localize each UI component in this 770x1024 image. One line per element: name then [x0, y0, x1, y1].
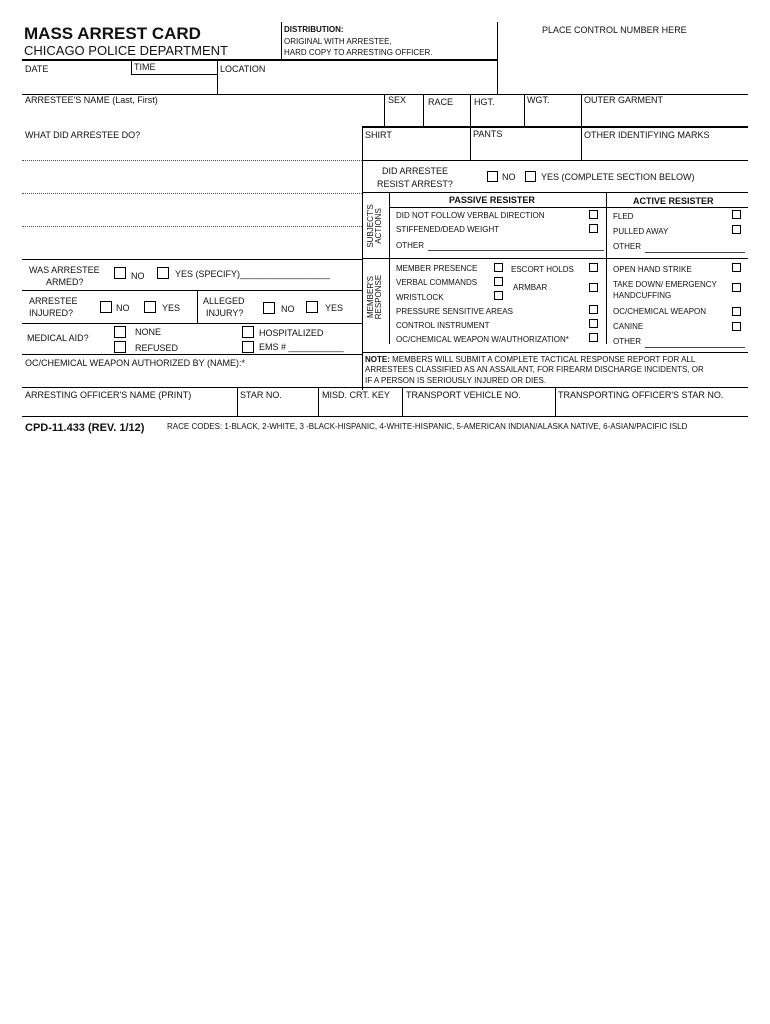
outer-garment-field[interactable]: OUTER GARMENT	[584, 95, 664, 105]
alleged-yes-label: YES	[325, 303, 344, 313]
shirt-field[interactable]: SHIRT	[365, 130, 392, 140]
department-name: CHICAGO POLICE DEPARTMENT	[24, 43, 228, 58]
location-field[interactable]: LOCATION	[220, 64, 266, 74]
transport-vehicle-field[interactable]: TRANSPORT VEHICLE NO.	[406, 390, 521, 400]
armed-question-line2: ARMED?	[46, 277, 84, 287]
alleged-yes-checkbox[interactable]	[306, 301, 318, 313]
date-field[interactable]: DATE	[25, 64, 49, 74]
height-field[interactable]: HGT.	[474, 97, 495, 107]
resist-question-line1: DID ARRESTEE	[382, 166, 449, 176]
canine-checkbox[interactable]	[732, 322, 741, 331]
fled-checkbox[interactable]	[732, 210, 741, 219]
verbal-commands-checkbox[interactable]	[494, 277, 503, 286]
medical-none-label: NONE	[135, 327, 162, 337]
armed-no-checkbox[interactable]	[114, 267, 126, 279]
alleged-no-label: NO	[281, 304, 295, 314]
injured-yes-label: YES	[162, 303, 181, 313]
pants-field[interactable]: PANTS	[473, 129, 503, 139]
subjects-actions-label: SUBJECT'S ACTIONS	[366, 204, 384, 248]
escort-holds-label: ESCORT HOLDS	[511, 265, 574, 274]
sex-field[interactable]: SEX	[388, 95, 407, 105]
race-field[interactable]: RACE	[428, 97, 454, 107]
control-instrument-label: CONTROL INSTRUMENT	[396, 321, 490, 330]
injured-question-line2: INJURED?	[29, 308, 74, 318]
member-presence-checkbox[interactable]	[494, 263, 503, 272]
weight-field[interactable]: WGT.	[527, 95, 550, 105]
members-response-label: MEMBER'S RESPONSE	[366, 274, 384, 320]
oc-authorized-by-field[interactable]: OC/CHEMICAL WEAPON AUTHORIZED BY (NAME):*	[25, 358, 246, 368]
control-number-label: PLACE CONTROL NUMBER HERE	[542, 25, 687, 35]
form-title: MASS ARREST CARD	[24, 24, 201, 43]
control-instrument-checkbox[interactable]	[589, 319, 598, 328]
open-hand-strike-label: OPEN HAND STRIKE	[613, 265, 692, 274]
note-line3: IF A PERSON IS SERIOUSLY INJURED OR DIES.	[365, 376, 547, 385]
wristlock-label: WRISTLOCK	[396, 293, 444, 302]
note-line1: NOTE: MEMBERS WILL SUBMIT A COMPLETE TACTICAL RESPONSE REPORT FOR ALL	[365, 355, 696, 364]
time-field[interactable]: TIME	[134, 62, 156, 72]
transporting-officer-star-field[interactable]: TRANSPORTING OFFICER'S STAR NO.	[558, 390, 724, 400]
race-codes-legend: RACE CODES: 1-BLACK, 2-WHITE, 3 -BLACK-HISPANIC, 4-WHITE-HISPANIC, 5-AMERICAN INDIAN/ALASKA NATIVE, 6-ASIAN/PACIFIC ISLD	[167, 422, 688, 431]
resist-question-line2: RESIST ARREST?	[377, 179, 453, 189]
injured-no-checkbox[interactable]	[100, 301, 112, 313]
star-number-field[interactable]: STAR NO.	[240, 390, 282, 400]
distribution-line1: ORIGINAL WITH ARRESTEE,	[284, 37, 392, 46]
medical-refused-label: REFUSED	[135, 343, 179, 353]
verbal-commands-label: VERBAL COMMANDS	[396, 278, 478, 287]
pulled-away-checkbox[interactable]	[732, 225, 741, 234]
pressure-sensitive-label: PRESSURE SENSITIVE AREAS	[396, 307, 513, 316]
ems-number-field[interactable]: EMS # ___________	[259, 342, 344, 352]
member-presence-label: MEMBER PRESENCE	[396, 264, 478, 273]
pulled-away-label: PULLED AWAY	[613, 227, 669, 236]
takedown-label-line1: TAKE DOWN/ EMERGENCY	[613, 280, 717, 289]
armed-no-label: NO	[131, 271, 145, 281]
injured-no-label: NO	[116, 303, 130, 313]
note-line2: ARRESTEES CLASSIFIED AS AN ASSAILANT, FOR FIREARM DISCHARGE INCIDENTS, OR	[365, 365, 704, 374]
open-hand-strike-checkbox[interactable]	[732, 263, 741, 272]
hospitalized-checkbox[interactable]	[242, 326, 254, 338]
armed-question-line1: WAS ARRESTEE	[29, 265, 100, 275]
wristlock-checkbox[interactable]	[494, 291, 503, 300]
alleged-injury-line2: INJURY?	[206, 308, 244, 318]
active-other-label: OTHER	[613, 242, 641, 251]
response-other-label: OTHER	[613, 337, 641, 346]
medical-refused-checkbox[interactable]	[114, 341, 126, 353]
stiffened-checkbox[interactable]	[589, 224, 598, 233]
ems-checkbox[interactable]	[242, 341, 254, 353]
injured-yes-checkbox[interactable]	[144, 301, 156, 313]
alleged-no-checkbox[interactable]	[263, 302, 275, 314]
resist-yes-checkbox[interactable]	[525, 171, 536, 182]
takedown-label-line2: HANDCUFFING	[613, 291, 672, 300]
form-number: CPD-11.433 (REV. 1/12)	[25, 422, 145, 434]
armed-yes-label: YES (SPECIFY)__________________	[175, 269, 331, 279]
armed-yes-checkbox[interactable]	[157, 267, 169, 279]
passive-resister-heading: PASSIVE RESISTER	[449, 195, 535, 205]
stiffened-label: STIFFENED/DEAD WEIGHT	[396, 225, 500, 234]
did-not-follow-checkbox[interactable]	[589, 210, 598, 219]
escort-holds-checkbox[interactable]	[589, 263, 598, 272]
other-identifying-marks-field[interactable]: OTHER IDENTIFYING MARKS	[584, 130, 710, 140]
alleged-injury-line1: ALLEGED	[203, 296, 245, 306]
note-label: NOTE:	[365, 355, 390, 364]
fled-label: FLED	[613, 212, 634, 221]
active-resister-heading: ACTIVE RESISTER	[633, 196, 714, 206]
arrestee-name-field[interactable]: ARRESTEE'S NAME (Last, First)	[25, 95, 158, 105]
medical-aid-label: MEDICAL AID?	[27, 333, 89, 343]
distribution-label: DISTRIBUTION:	[284, 25, 344, 34]
resist-yes-label: YES (COMPLETE SECTION BELOW)	[541, 172, 695, 182]
pressure-sensitive-checkbox[interactable]	[589, 305, 598, 314]
injured-question-line1: ARRESTEE	[29, 296, 78, 306]
misd-court-key-field[interactable]: MISD. CRT. KEY	[322, 390, 390, 400]
did-not-follow-label: DID NOT FOLLOW VERBAL DIRECTION	[396, 211, 545, 220]
resist-no-checkbox[interactable]	[487, 171, 498, 182]
distribution-line2: HARD COPY TO ARRESTING OFFICER.	[284, 48, 433, 57]
canine-label: CANINE	[613, 322, 644, 331]
medical-none-checkbox[interactable]	[114, 326, 126, 338]
passive-other-label: OTHER	[396, 241, 424, 250]
what-did-arrestee-do-field[interactable]: WHAT DID ARRESTEE DO?	[25, 130, 141, 140]
armbar-checkbox[interactable]	[589, 283, 598, 292]
oc-with-authorization-label: OC/CHEMICAL WEAPON W/AUTHORIZATION*	[396, 335, 569, 344]
arresting-officer-name-field[interactable]: ARRESTING OFFICER'S NAME (PRINT)	[25, 390, 192, 400]
armbar-label: ARMBAR	[513, 283, 548, 292]
oc-with-authorization-checkbox[interactable]	[589, 333, 598, 342]
oc-chemical-label: OC/CHEMICAL WEAPON	[613, 307, 707, 316]
resist-no-label: NO	[502, 172, 516, 182]
oc-chemical-checkbox[interactable]	[732, 307, 741, 316]
hospitalized-label: HOSPITALIZED	[259, 328, 324, 338]
takedown-checkbox[interactable]	[732, 283, 741, 292]
